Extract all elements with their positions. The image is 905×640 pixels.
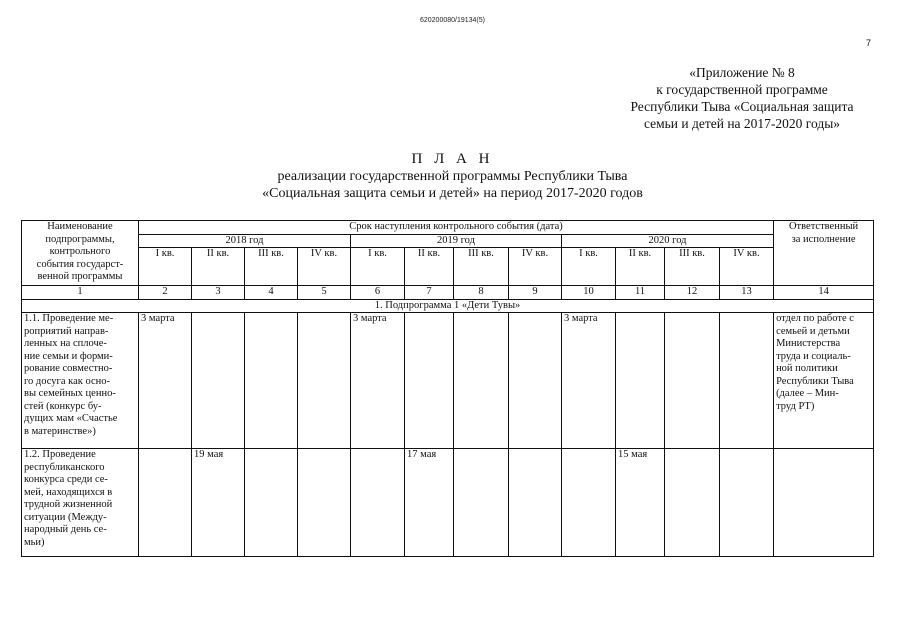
date-cell: 3 марта bbox=[351, 313, 405, 449]
plan-title-line: «Социальная защита семьи и детей» на период 2017-2020 годов bbox=[262, 186, 643, 201]
quarter-row bbox=[22, 248, 874, 286]
date-cell bbox=[298, 313, 351, 449]
appendix-line: к государственной программе bbox=[656, 82, 828, 97]
date-cell bbox=[245, 313, 298, 449]
plan-title-heading: П Л А Н bbox=[411, 151, 494, 167]
date-cell bbox=[665, 449, 720, 557]
quarter-header: II кв. bbox=[405, 248, 454, 286]
page-number: 7 bbox=[866, 38, 872, 48]
year-header: 2020 год bbox=[562, 234, 774, 248]
date-cell bbox=[454, 313, 509, 449]
date-cell bbox=[720, 313, 774, 449]
date-cell bbox=[720, 449, 774, 557]
date-cell bbox=[405, 313, 454, 449]
column-number: 1 bbox=[22, 286, 139, 300]
responsible-cell: отдел по работе с семьей и детьми Министерства труда и социаль- ной политики Республики Тыва (далее – Мин- труд РТ) bbox=[774, 313, 874, 449]
column-number: 10 bbox=[562, 286, 616, 300]
column-number: 8 bbox=[454, 286, 509, 300]
quarter-header: III кв. bbox=[454, 248, 509, 286]
document-code: 620200080/19134(5) bbox=[419, 17, 485, 24]
subprogram-row bbox=[22, 299, 874, 313]
column-number: 6 bbox=[351, 286, 405, 300]
appendix-line: семьи и детей на 2017-2020 годы» bbox=[643, 116, 841, 131]
quarter-header: II кв. bbox=[192, 248, 245, 286]
year-row bbox=[22, 234, 874, 248]
column-number: 5 bbox=[298, 286, 351, 300]
date-cell bbox=[509, 313, 562, 449]
date-cell bbox=[139, 449, 192, 557]
column-number: 9 bbox=[509, 286, 562, 300]
date-cell bbox=[351, 449, 405, 557]
column-number: 2 bbox=[139, 286, 192, 300]
column-number: 3 bbox=[192, 286, 245, 300]
column-number-row bbox=[22, 286, 874, 300]
column-number: 4 bbox=[245, 286, 298, 300]
plan-table bbox=[21, 220, 874, 557]
responsible-header: Ответственный за исполнение bbox=[774, 221, 874, 286]
quarter-header: I кв. bbox=[139, 248, 192, 286]
date-cell bbox=[192, 313, 245, 449]
col-name-header: Наименование подпрограммы, контрольного события государст- венной программы bbox=[22, 221, 139, 286]
appendix-line: «Приложение № 8 bbox=[689, 65, 795, 80]
event-name: 1.2. Проведение республиканского конкурса среди се- мей, находящихся в трудной жизненной ситуации (Между- народный день се- мьи) bbox=[22, 449, 139, 557]
column-number: 13 bbox=[720, 286, 774, 300]
quarter-header: I кв. bbox=[351, 248, 405, 286]
appendix-block bbox=[552, 64, 872, 132]
quarter-header: IV кв. bbox=[509, 248, 562, 286]
date-cell: 3 марта bbox=[139, 313, 192, 449]
term-header: Срок наступления контрольного события (дата) bbox=[139, 221, 774, 235]
quarter-header: IV кв. bbox=[298, 248, 351, 286]
date-cell bbox=[298, 449, 351, 557]
date-cell bbox=[509, 449, 562, 557]
date-cell bbox=[665, 313, 720, 449]
plan-title bbox=[0, 150, 905, 202]
year-header: 2018 год bbox=[139, 234, 351, 248]
date-cell: 17 мая bbox=[405, 449, 454, 557]
date-cell: 3 марта bbox=[562, 313, 616, 449]
date-cell: 15 мая bbox=[616, 449, 665, 557]
table-row bbox=[22, 313, 874, 449]
quarter-header: IV кв. bbox=[720, 248, 774, 286]
column-number: 12 bbox=[665, 286, 720, 300]
year-header: 2019 год bbox=[351, 234, 562, 248]
column-number: 14 bbox=[774, 286, 874, 300]
plan-title-line: реализации государственной программы Республики Тыва bbox=[277, 169, 628, 184]
header-row bbox=[22, 221, 874, 235]
responsible-cell bbox=[774, 449, 874, 557]
column-number: 11 bbox=[616, 286, 665, 300]
quarter-header: III кв. bbox=[245, 248, 298, 286]
subprogram-title: 1. Подпрограмма 1 «Дети Тувы» bbox=[22, 299, 874, 313]
date-cell bbox=[562, 449, 616, 557]
quarter-header: II кв. bbox=[616, 248, 665, 286]
appendix-line: Республики Тыва «Социальная защита bbox=[630, 99, 854, 114]
date-cell bbox=[616, 313, 665, 449]
quarter-header: III кв. bbox=[665, 248, 720, 286]
date-cell bbox=[454, 449, 509, 557]
date-cell bbox=[245, 449, 298, 557]
quarter-header: I кв. bbox=[562, 248, 616, 286]
event-name: 1.1. Проведение ме- роприятий направ- ленных на сплоче- ние семьи и форми- рование совместно- го досуга как осно- вы семейных ценно- стей (конкурс бу- дущих мам «Счастье в материнстве») bbox=[22, 313, 139, 449]
column-number: 7 bbox=[405, 286, 454, 300]
table-row bbox=[22, 449, 874, 557]
date-cell: 19 мая bbox=[192, 449, 245, 557]
